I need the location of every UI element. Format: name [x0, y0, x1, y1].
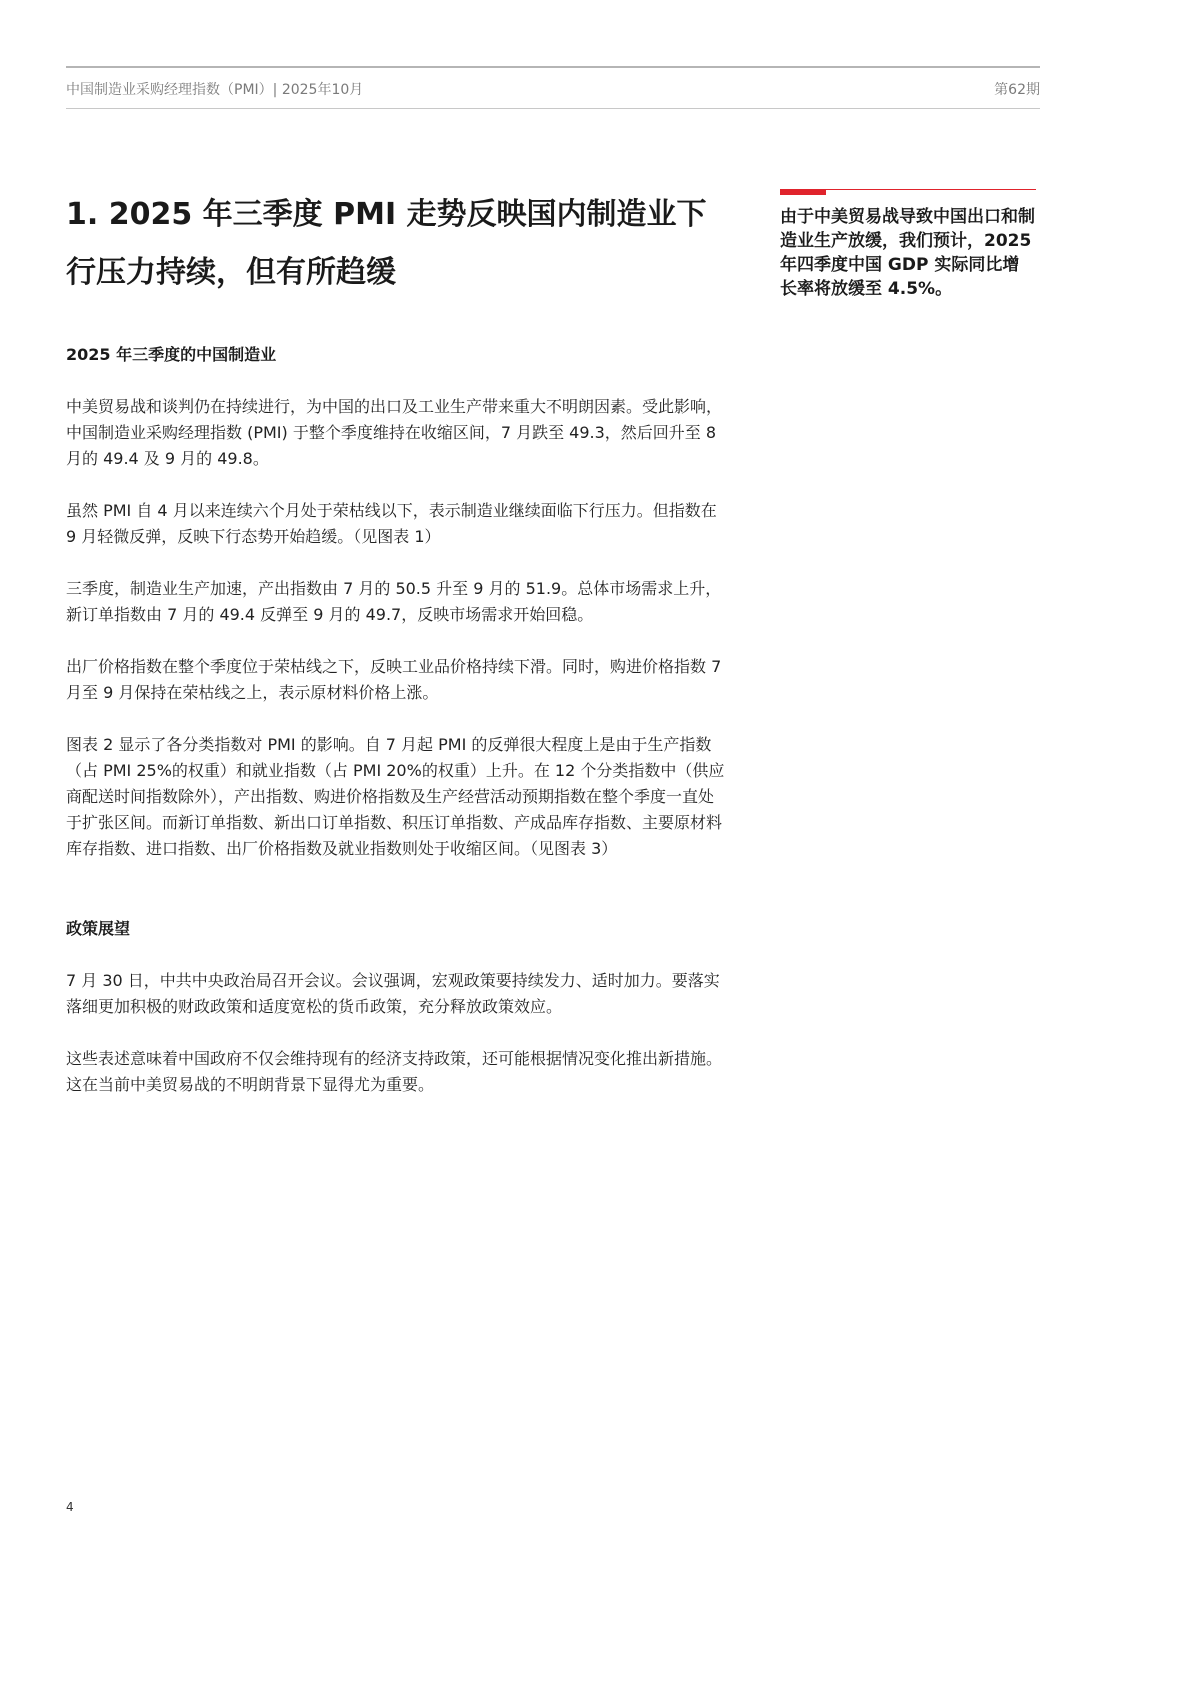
paragraph: 这些表述意味着中国政府不仅会维持现有的经济支持政策，还可能根据情况变化推出新措施。这在当前中美贸易战的不明朗背景下显得尤为重要。 [66, 1049, 723, 1094]
accent-rule [780, 189, 1036, 195]
header-top-rule [66, 66, 1040, 68]
pull-quote: 由于中美贸易战导致中国出口和制造业生产放缓，我们预计，2025 年四季度中国 GDP 实际同比增长率将放缓至 4.5%。 [780, 207, 1035, 299]
page-number: 4 [66, 1500, 74, 1514]
report-title: 中国制造业采购经理指数（PMI）| 2025年10月 [66, 82, 364, 98]
paragraph: 7 月 30 日，中共中央政治局召开会议。会议强调，宏观政策要持续发力、适时加力。要落实落细更加积极的财政政策和适度宽松的货币政策，充分释放政策效应。 [66, 971, 720, 1016]
paragraph: 出厂价格指数在整个季度位于荣枯线之下，反映工业品价格持续下滑。同时，购进价格指数 7 月至 9 月保持在荣枯线之上，表示原材料价格上涨。 [66, 657, 722, 702]
paragraph: 虽然 PMI 自 4 月以来连续六个月处于荣枯线以下，表示制造业继续面临下行压力。但指数在 9 月轻微反弹，反映下行态势开始趋缓。（见图表 1） [66, 501, 717, 546]
paragraph: 图表 2 显示了各分类指数对 PMI 的影响。自 7 月起 PMI 的反弹很大程度上是由于生产指数（占 PMI 25%的权重）和就业指数（占 PMI 20%的权重）上升。在 12 个分类指数中（供应商配送时间指数除外），产出指数、购进价格指数及生产经营活动预期指数在整个季度一直处于扩张区间。而新订单指数、新出口订单指数、积压订单指数、产成品库存指数、主要原材料库存指数、进口指数、出厂价格指数及就业指数则处于收缩区间。（见图表 3） [66, 735, 725, 858]
paragraph: 中美贸易战和谈判仍在持续进行，为中国的出口及工业生产带来重大不明朗因素。受此影响，中国制造业采购经理指数 (PMI) 于整个季度维持在收缩区间，7 月跌至 49.3，然后回升至 8 月的 49.4 及 9 月的 49.8。 [66, 397, 723, 468]
paragraph: 三季度，制造业生产加速，产出指数由 7 月的 50.5 升至 9 月的 51.9。总体市场需求上升，新订单指数由 7 月的 49.4 反弹至 9 月的 49.7，反映市场需求开始回稳。 [66, 579, 722, 624]
header-bottom-rule [66, 108, 1040, 109]
subsection-title-manufacturing: 2025 年三季度的中国制造业 [66, 345, 277, 364]
sidebar-callout [780, 189, 1036, 301]
section-heading: 1. 2025 年三季度 PMI 走势反映国内制造业下行压力持续，但有所趋缓 [66, 197, 707, 290]
main-content [66, 186, 726, 1098]
subsection-title-policy: 政策展望 [66, 919, 131, 938]
accent-rule-block [780, 189, 826, 195]
issue-number: 第62期 [994, 82, 1040, 98]
